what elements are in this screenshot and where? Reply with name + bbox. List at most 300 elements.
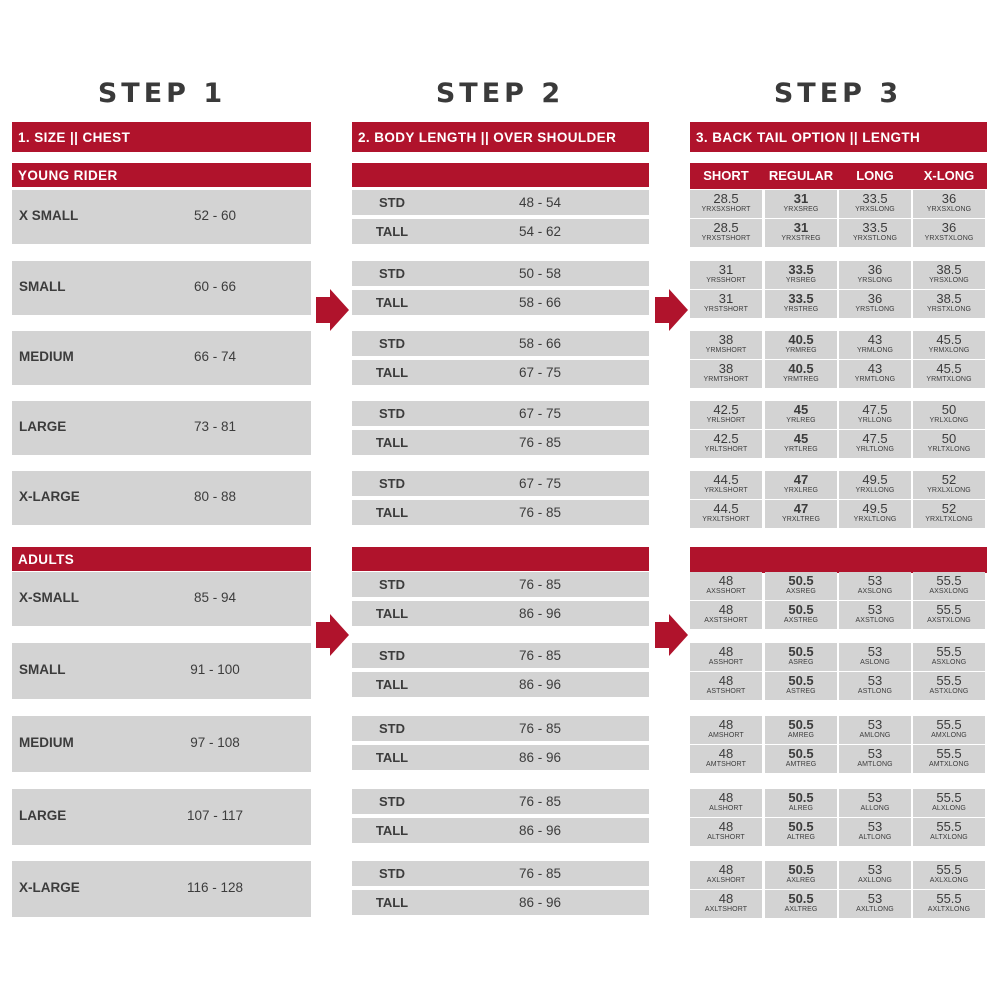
length-label: STD (379, 577, 405, 592)
product-code: AXSTLONG (855, 617, 895, 624)
tail-length: 50.5 (788, 573, 814, 588)
length-range: 86 - 96 (518, 606, 562, 621)
tail-cell (690, 716, 762, 744)
tail-length: 43 (867, 332, 883, 347)
product-code: ALREG (788, 805, 814, 812)
size-chest-header (12, 122, 311, 152)
tail-cell (690, 401, 762, 429)
size-name: X-LARGE (19, 489, 80, 504)
tail-cell (839, 219, 911, 247)
length-label: TALL (375, 677, 409, 692)
tail-cell (765, 219, 837, 247)
arrow-right-icon (655, 614, 688, 656)
chest-range: 91 - 100 (190, 662, 240, 677)
tail-length: 55.5 (936, 746, 962, 761)
length-label: TALL (375, 606, 409, 621)
tail-cell (765, 745, 837, 773)
product-code: YRSTLONG (855, 306, 895, 313)
product-code: YRXLLONG (855, 487, 895, 494)
body-length-header (352, 122, 649, 152)
tail-cell (765, 500, 837, 528)
tail-length: 50.5 (788, 717, 814, 732)
tail-cell (839, 716, 911, 744)
length-range: 76 - 85 (518, 866, 562, 881)
size-name: SMALL (19, 279, 66, 294)
product-code: AMTLONG (857, 761, 893, 768)
tail-length: 50.5 (788, 602, 814, 617)
product-code: YRMREG (785, 347, 817, 354)
tail-cell (913, 401, 985, 429)
tail-length: 42.5 (713, 402, 739, 417)
tail-cell (765, 643, 837, 671)
tail-cell (765, 360, 837, 388)
tail-cell (839, 430, 911, 458)
tail-length: 48 (718, 862, 734, 877)
product-code: YRXSTLONG (852, 235, 898, 242)
product-code: YRMXLONG (928, 347, 970, 354)
tail-length: 31 (718, 291, 734, 306)
column-header-short: SHORT (703, 168, 749, 183)
tail-cell (690, 745, 762, 773)
product-code: AMTREG (785, 761, 817, 768)
product-code: YRSXLONG (929, 277, 969, 284)
product-code: ASTLONG (857, 688, 893, 695)
tail-cell (839, 861, 911, 889)
tail-cell (913, 500, 985, 528)
tail-length: 31 (718, 262, 734, 277)
tail-length: 40.5 (788, 332, 814, 347)
length-label: TALL (375, 505, 409, 520)
column-header-x-long: X-LONG (923, 168, 975, 183)
length-label: TALL (375, 295, 409, 310)
tail-length: 55.5 (936, 862, 962, 877)
tail-cell (690, 360, 762, 388)
length-label: TALL (375, 895, 409, 910)
chest-range: 85 - 94 (193, 590, 237, 605)
product-code: YRXLXLONG (927, 487, 971, 494)
product-code: AXSLONG (857, 588, 893, 595)
product-code: AXLXLONG (929, 877, 969, 884)
tail-length: 48 (718, 746, 734, 761)
tail-cell (690, 290, 762, 318)
tail-cell (913, 890, 985, 918)
size-name: X-SMALL (19, 590, 79, 605)
tail-cell (690, 500, 762, 528)
tail-length: 36 (867, 262, 883, 277)
length-label: STD (379, 794, 405, 809)
tail-length: 48 (718, 644, 734, 659)
product-code: YRMSHORT (705, 347, 747, 354)
product-code: ALLONG (860, 805, 890, 812)
tail-cell (765, 789, 837, 817)
product-code: YRXLTREG (781, 516, 820, 523)
tail-cell (765, 401, 837, 429)
tail-length: 53 (867, 862, 883, 877)
product-code: YRXSXSHORT (701, 206, 751, 213)
product-code: YRXSTREG (781, 235, 821, 242)
tail-cell (839, 572, 911, 600)
product-code: AXSXLONG (929, 588, 969, 595)
product-code: ASSHORT (708, 659, 744, 666)
tail-cell (765, 261, 837, 289)
product-code: YRMTXLONG (926, 376, 972, 383)
tail-length: 45 (793, 402, 809, 417)
group-header-0 (12, 163, 311, 187)
tail-length: 31 (793, 220, 809, 235)
product-code: YRSTSHORT (704, 306, 748, 313)
length-label: STD (379, 406, 405, 421)
product-code: ASXLONG (931, 659, 967, 666)
tail-length: 47 (793, 472, 809, 487)
product-code: AMLONG (859, 732, 891, 739)
body-length-header-label: 2. BODY LENGTH || OVER SHOULDER (358, 129, 617, 145)
product-code: AXLTLONG (856, 906, 894, 913)
tail-cell (839, 500, 911, 528)
tail-length: 50.5 (788, 673, 814, 688)
length-range: 67 - 75 (518, 365, 562, 380)
tail-cell (765, 672, 837, 700)
tail-length: 40.5 (788, 361, 814, 376)
product-code: YRXSTXLONG (924, 235, 974, 242)
product-code: AXLTREG (784, 906, 818, 913)
arrow-right-icon (655, 289, 688, 331)
tail-cell (839, 401, 911, 429)
tail-length: 33.5 (862, 220, 888, 235)
tail-length: 48 (718, 891, 734, 906)
tail-length: 36 (867, 291, 883, 306)
group-header-label: ADULTS (18, 551, 75, 567)
product-code: AXLLONG (858, 877, 892, 884)
group-header-label: YOUNG RIDER (18, 167, 118, 183)
product-code: AXLTXLONG (927, 906, 971, 913)
size-name: MEDIUM (19, 349, 74, 364)
tail-length: 50.5 (788, 644, 814, 659)
tail-cell (913, 643, 985, 671)
tail-length: 48 (718, 602, 734, 617)
tail-length: 52 (941, 472, 957, 487)
tail-length: 53 (867, 746, 883, 761)
product-code: YRXSXLONG (926, 206, 972, 213)
tail-length: 48 (718, 573, 734, 588)
length-label: STD (379, 195, 405, 210)
length-label: TALL (375, 435, 409, 450)
product-code: AXSTXLONG (927, 617, 971, 624)
tail-cell (913, 861, 985, 889)
tail-length: 48 (718, 673, 734, 688)
length-label: STD (379, 476, 405, 491)
tail-length: 53 (867, 891, 883, 906)
length-range: 76 - 85 (518, 505, 562, 520)
tail-cell (913, 471, 985, 499)
step-1-title: STEP 1 (97, 78, 227, 109)
group-header-1 (12, 547, 311, 571)
tail-cell (690, 672, 762, 700)
tail-length: 53 (867, 573, 883, 588)
product-code: AMXLONG (931, 732, 967, 739)
tail-length: 47 (793, 501, 809, 516)
back-tail-header (690, 122, 987, 152)
tail-length: 53 (867, 673, 883, 688)
length-label: TALL (375, 823, 409, 838)
length-range: 86 - 96 (518, 823, 562, 838)
length-range: 76 - 85 (518, 435, 562, 450)
tail-length: 33.5 (862, 191, 888, 206)
tail-length: 50.5 (788, 862, 814, 877)
tail-cell (913, 261, 985, 289)
tail-length: 45.5 (936, 332, 962, 347)
tail-cell (839, 190, 911, 218)
product-code: ALSHORT (709, 805, 743, 812)
tail-cell (690, 643, 762, 671)
tail-length: 55.5 (936, 819, 962, 834)
tail-length: 53 (867, 602, 883, 617)
tail-cell (913, 716, 985, 744)
column-header-long: LONG (856, 168, 894, 183)
tail-cell (765, 290, 837, 318)
product-code: YRXSLONG (855, 206, 895, 213)
product-code: ALTREG (786, 834, 816, 841)
product-code: YRMTREG (783, 376, 819, 383)
product-code: AXSREG (786, 588, 816, 595)
tail-length: 28.5 (713, 191, 739, 206)
product-code: ASLONG (860, 659, 890, 666)
tail-length: 38 (718, 332, 734, 347)
product-code: YRXLREG (783, 487, 819, 494)
tail-cell (839, 643, 911, 671)
tail-cell (913, 290, 985, 318)
length-range: 76 - 85 (518, 721, 562, 736)
product-code: ASREG (788, 659, 814, 666)
tail-cell (765, 190, 837, 218)
tail-length: 48 (718, 790, 734, 805)
product-code: YRMTLONG (854, 376, 896, 383)
product-code: YRSREG (785, 277, 817, 284)
size-chest-header-label: 1. SIZE || CHEST (18, 129, 131, 145)
tail-cell (839, 789, 911, 817)
tail-length: 28.5 (713, 220, 739, 235)
product-code: AMREG (787, 732, 815, 739)
tail-cell (913, 219, 985, 247)
product-code: YRXSTSHORT (701, 235, 751, 242)
tail-length: 47.5 (862, 431, 888, 446)
tail-cell (765, 471, 837, 499)
product-code: ALXLONG (932, 805, 966, 812)
tail-cell (690, 861, 762, 889)
product-code: AXLREG (786, 877, 816, 884)
product-code: ALTLONG (858, 834, 892, 841)
product-code: YRSTREG (783, 306, 819, 313)
tail-cell (839, 360, 911, 388)
tail-cell (690, 331, 762, 359)
length-label: STD (379, 866, 405, 881)
tail-length: 33.5 (788, 291, 814, 306)
tail-length: 55.5 (936, 602, 962, 617)
length-label: STD (379, 648, 405, 663)
tail-cell (839, 331, 911, 359)
chest-range: 116 - 128 (186, 880, 244, 895)
product-code: YRXLTSHORT (702, 516, 750, 523)
product-code: YRLSHORT (706, 417, 746, 424)
tail-length: 55.5 (936, 573, 962, 588)
tail-length: 33.5 (788, 262, 814, 277)
product-code: YRTLREG (784, 446, 818, 453)
product-code: YRMLONG (856, 347, 894, 354)
tail-length: 38 (718, 361, 734, 376)
product-code: AMTSHORT (706, 761, 746, 768)
product-code: ALTSHORT (707, 834, 745, 841)
tail-cell (690, 818, 762, 846)
length-label: TALL (375, 365, 409, 380)
product-code: AXLSHORT (706, 877, 746, 884)
length-label: TALL (375, 750, 409, 765)
tail-cell (913, 572, 985, 600)
tail-cell (690, 430, 762, 458)
chest-range: 66 - 74 (193, 349, 237, 364)
tail-length: 53 (867, 819, 883, 834)
tail-length: 36 (941, 220, 957, 235)
chest-range: 80 - 88 (193, 489, 237, 504)
chest-range: 73 - 81 (193, 419, 237, 434)
size-name: X-LARGE (19, 880, 80, 895)
size-name: X SMALL (19, 208, 79, 223)
tail-length: 53 (867, 644, 883, 659)
tail-length: 55.5 (936, 644, 962, 659)
tail-cell (690, 601, 762, 629)
length-range: 76 - 85 (518, 648, 562, 663)
product-code: YRSTXLONG (926, 306, 972, 313)
product-code: ASTREG (786, 688, 816, 695)
tail-cell (765, 331, 837, 359)
tail-length: 45.5 (936, 361, 962, 376)
length-range: 50 - 58 (518, 266, 562, 281)
product-code: AMTXLONG (928, 761, 970, 768)
tail-length: 49.5 (862, 501, 888, 516)
tail-length: 50.5 (788, 746, 814, 761)
product-code: ASTXLONG (929, 688, 969, 695)
product-code: AMSHORT (708, 732, 744, 739)
tail-length: 48 (718, 717, 734, 732)
product-code: ALTXLONG (930, 834, 968, 841)
product-code: YRMTSHORT (703, 376, 749, 383)
tail-cell (839, 471, 911, 499)
product-code: YRXLSHORT (704, 487, 748, 494)
tail-length: 48 (718, 819, 734, 834)
tail-cell (765, 861, 837, 889)
length-range: 76 - 85 (518, 794, 562, 809)
tail-cell (913, 360, 985, 388)
tail-cell (690, 190, 762, 218)
tail-length: 44.5 (713, 501, 739, 516)
product-code: YRLLONG (857, 417, 893, 424)
tail-cell (913, 818, 985, 846)
size-name: LARGE (19, 808, 67, 823)
product-code: YRSLONG (857, 277, 893, 284)
product-code: YRXSREG (783, 206, 819, 213)
length-range: 54 - 62 (518, 224, 562, 239)
product-code: YRXLTXLONG (925, 516, 973, 523)
size-name: MEDIUM (19, 735, 74, 750)
chest-range: 52 - 60 (193, 208, 237, 223)
tail-cell (690, 471, 762, 499)
tail-cell (690, 219, 762, 247)
back-tail-header-label: 3. BACK TAIL OPTION || LENGTH (696, 129, 921, 145)
tail-cell (913, 672, 985, 700)
step2-group-header-0 (352, 163, 649, 187)
tail-length: 53 (867, 790, 883, 805)
tail-length: 50.5 (788, 790, 814, 805)
tail-cell (690, 890, 762, 918)
arrow-right-icon (316, 614, 349, 656)
tail-length: 50.5 (788, 819, 814, 834)
chest-range: 97 - 108 (190, 735, 240, 750)
tail-length: 49.5 (862, 472, 888, 487)
arrow-right-icon (316, 289, 349, 331)
tail-length: 50 (941, 402, 957, 417)
tail-cell (839, 745, 911, 773)
tail-cell (839, 601, 911, 629)
chest-range: 107 - 117 (186, 808, 244, 823)
tail-cell (765, 818, 837, 846)
product-code: YRLTSHORT (704, 446, 748, 453)
tail-cell (913, 789, 985, 817)
product-code: YRXLTLONG (853, 516, 897, 523)
tail-length: 38.5 (936, 262, 962, 277)
product-code: AXSSHORT (706, 588, 746, 595)
step3-group-header-1 (690, 547, 987, 573)
tail-length: 53 (867, 717, 883, 732)
length-range: 76 - 85 (518, 577, 562, 592)
length-label: STD (379, 336, 405, 351)
product-code: ASTSHORT (706, 688, 746, 695)
tail-length: 55.5 (936, 673, 962, 688)
tail-length: 42.5 (713, 431, 739, 446)
length-range: 48 - 54 (518, 195, 562, 210)
tail-length: 50 (941, 431, 957, 446)
tail-length: 31 (793, 191, 809, 206)
length-range: 86 - 96 (518, 677, 562, 692)
product-code: YRLXLONG (929, 417, 969, 424)
tail-cell (913, 601, 985, 629)
column-header-regular: REGULAR (768, 168, 834, 183)
tail-length: 55.5 (936, 717, 962, 732)
length-label: STD (379, 721, 405, 736)
product-code: YRLREG (786, 417, 816, 424)
tail-cell (839, 261, 911, 289)
tail-cell (839, 818, 911, 846)
tail-length: 55.5 (936, 790, 962, 805)
tail-cell (839, 672, 911, 700)
tail-cell (765, 572, 837, 600)
product-code: YRSSHORT (706, 277, 746, 284)
tail-length: 38.5 (936, 291, 962, 306)
tail-length: 44.5 (713, 472, 739, 487)
product-code: YRLTLONG (855, 446, 894, 453)
tail-cell (765, 430, 837, 458)
tail-length: 43 (867, 361, 883, 376)
tail-cell (765, 890, 837, 918)
tail-cell (839, 890, 911, 918)
tail-cell (913, 331, 985, 359)
tail-cell (913, 430, 985, 458)
length-range: 67 - 75 (518, 406, 562, 421)
tail-cell (765, 601, 837, 629)
product-code: AXLTSHORT (704, 906, 748, 913)
tail-cell (839, 290, 911, 318)
step3-group-header-0 (690, 163, 987, 189)
tail-length: 50.5 (788, 891, 814, 906)
tail-length: 55.5 (936, 891, 962, 906)
tail-length: 36 (941, 191, 957, 206)
